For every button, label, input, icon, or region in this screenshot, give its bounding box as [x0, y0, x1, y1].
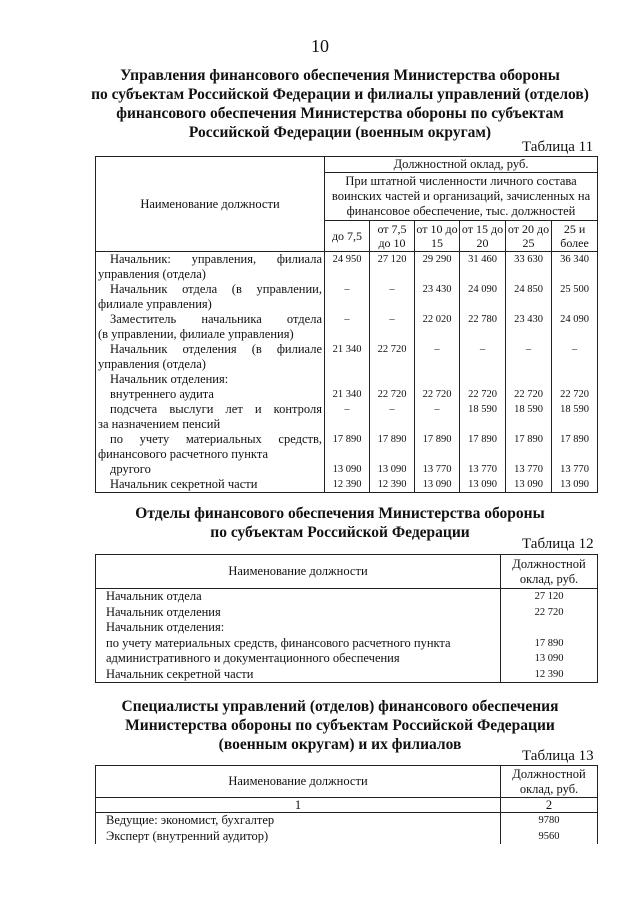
- position-names: [96, 252, 325, 493]
- position-name: Начальник отделения (в филиале: [110, 342, 322, 356]
- position-name: административного и документационного обеспечения: [106, 651, 400, 665]
- column-header: 25 и более: [552, 221, 598, 252]
- header-line: Должностной: [512, 766, 586, 781]
- cell-value: 21 340: [332, 389, 362, 400]
- position-name: по учету материальных средств,: [110, 432, 322, 446]
- position-name: за назначением пенсий: [98, 417, 221, 431]
- cell-value: 22 720: [468, 389, 497, 400]
- cell-value: 22 020: [422, 314, 452, 325]
- position-names: [96, 813, 501, 845]
- cell-value: 13 090: [332, 464, 362, 475]
- title-line: по субъектам Российской Федерации и филиалы управлений (отделов): [91, 86, 589, 103]
- cell-value: 13 770: [560, 464, 589, 475]
- cell-value: 17 890: [332, 434, 362, 445]
- cell-value: –: [389, 404, 395, 415]
- cell-value: 12 390: [377, 479, 407, 490]
- salary-value: 9560: [538, 830, 560, 842]
- cell-value: 17 890: [377, 434, 407, 445]
- table-11: [95, 156, 598, 493]
- cell-value: –: [479, 344, 486, 355]
- section1-title: [90, 66, 590, 142]
- cell-value: 17 890: [422, 434, 452, 445]
- title-line: Российской Федерации (военным округам): [188, 124, 492, 141]
- cell-value: 18 590: [514, 404, 543, 415]
- name-column-header: Наименование должности: [96, 766, 501, 798]
- values-column: [460, 252, 506, 493]
- cell-value: –: [344, 314, 350, 325]
- table11-caption: Таблица 11: [522, 139, 594, 155]
- cell-value: 18 590: [468, 404, 497, 415]
- cell-value: –: [525, 344, 532, 355]
- title-line: Управления финансового обеспечения Министерства обороны: [120, 67, 560, 84]
- position-name: Эксперт (внутренний аудитор): [106, 828, 269, 843]
- page-number: 10: [311, 36, 329, 56]
- salary-value: 27 120: [534, 591, 564, 602]
- cell-value: –: [434, 344, 440, 355]
- cell-value: 23 430: [422, 284, 452, 295]
- position-name: Начальник отделения:: [106, 620, 225, 634]
- salary-column-header: [501, 555, 598, 589]
- position-name: Начальник: управления, филиала: [110, 252, 322, 266]
- position-name: управления (отдела): [98, 357, 206, 371]
- title-line: Специалисты управлений (отделов) финансового обеспечения: [121, 698, 559, 715]
- position-name: по учету материальных средств, финансового расчетного пункта: [106, 635, 451, 650]
- column-header: от 10 до 15: [416, 222, 458, 250]
- table13-caption: Таблица 13: [522, 748, 594, 764]
- values-column: [552, 252, 598, 493]
- table-body: [96, 252, 598, 493]
- salary-value: 17 890: [534, 637, 564, 649]
- cell-value: 17 890: [560, 434, 589, 445]
- title-line: Министерства обороны по субъектам Российской Федерации: [125, 717, 555, 734]
- cell-value: 31 460: [468, 254, 497, 265]
- position-name: Начальник секретной части: [106, 666, 254, 681]
- salary-header: Должностной оклад, руб.: [325, 157, 598, 173]
- column-header: от 15 до 20: [460, 221, 506, 252]
- table-13: [95, 765, 598, 844]
- cell-value: 22 720: [560, 389, 589, 400]
- cell-value: 23 430: [514, 314, 543, 325]
- header-line: Должностной: [512, 556, 586, 571]
- cell-value: 21 340: [332, 344, 362, 355]
- cell-value: 33 630: [514, 254, 543, 265]
- position-name: подсчета выслуги лет и контроля: [110, 402, 322, 416]
- position-name: финансового расчетного пункта: [98, 447, 268, 461]
- cell-value: 22 720: [422, 389, 452, 400]
- cell-value: –: [389, 314, 395, 325]
- cell-value: 12 390: [332, 479, 362, 490]
- staff-group-header: При штатной численности личного состава воинских частей и организаций, зачисленных на финансовое обеспечение, тыс. должностей: [325, 173, 598, 221]
- values-column: [370, 252, 415, 493]
- salary-value: 12 390: [534, 668, 564, 680]
- title-line: финансового обеспечения Министерства обороны по субъектам: [116, 105, 564, 122]
- cell-value: 22 780: [468, 314, 497, 325]
- cell-value: –: [571, 344, 578, 355]
- cell-value: –: [389, 284, 395, 295]
- table-12: [95, 554, 598, 683]
- values-column: [506, 252, 552, 493]
- column-number: 1: [96, 798, 501, 813]
- column-header: от 20 до 25: [506, 221, 552, 252]
- salary-values: [501, 589, 598, 683]
- table12-caption: Таблица 12: [522, 536, 594, 552]
- cell-value: 13 090: [468, 479, 497, 490]
- position-name: внутреннего аудита: [110, 387, 214, 401]
- position-names: [96, 589, 501, 683]
- cell-value: 17 890: [468, 434, 497, 445]
- cell-value: 24 950: [332, 254, 362, 265]
- column-header: до 7,5: [325, 221, 370, 252]
- values-column: [325, 252, 370, 493]
- cell-value: –: [344, 404, 350, 415]
- cell-value: 13 770: [514, 464, 543, 475]
- position-name: Заместитель начальника отдела: [110, 312, 322, 326]
- cell-value: –: [344, 284, 350, 295]
- cell-value: 22 720: [377, 344, 407, 355]
- cell-value: 18 590: [560, 404, 589, 415]
- header-line: оклад, руб.: [519, 781, 579, 796]
- cell-value: 13 770: [468, 464, 497, 475]
- title-line: по субъектам Российской Федерации: [210, 524, 470, 541]
- cell-value: 24 850: [514, 284, 543, 295]
- position-name: Начальник отдела: [106, 589, 202, 603]
- header-line: оклад, руб.: [519, 571, 579, 586]
- title-line: (военным округам) и их филиалов: [218, 736, 462, 753]
- position-name: филиале управления): [98, 297, 212, 311]
- cell-value: 24 090: [468, 284, 497, 295]
- cell-value: 27 120: [377, 254, 407, 265]
- cell-value: 36 340: [560, 254, 589, 265]
- column-header: от 7,5 до 10: [370, 221, 415, 252]
- cell-value: 13 090: [560, 479, 589, 490]
- salary-value: [501, 620, 597, 636]
- cell-value: 25 500: [560, 284, 589, 295]
- cell-value: 29 290: [422, 254, 452, 265]
- salary-column-header: [501, 766, 598, 798]
- cell-value: 13 090: [377, 464, 407, 475]
- position-name: управления (отдела): [98, 267, 206, 281]
- section2-title: [90, 504, 590, 542]
- position-name: Начальник отдела (в управлении,: [110, 282, 322, 296]
- cell-value: 22 720: [377, 389, 407, 400]
- position-name: Начальник секретной части: [110, 477, 258, 491]
- position-name: Начальник отделения:: [110, 372, 229, 386]
- salary-value: 22 720: [534, 606, 564, 618]
- cell-value: 17 890: [514, 434, 543, 445]
- position-name: (в управлении, филиале управления): [98, 327, 294, 341]
- salary-values: [501, 813, 598, 845]
- position-name: Ведущие: экономист, бухгалтер: [106, 813, 275, 827]
- position-name: другого: [110, 462, 151, 476]
- values-column: [415, 252, 460, 493]
- section3-title: [90, 697, 590, 754]
- salary-value: 13 090: [534, 653, 564, 664]
- cell-value: –: [434, 404, 440, 415]
- column-number: 2: [501, 798, 598, 813]
- cell-value: 13 090: [422, 479, 452, 490]
- name-column-header: Наименование должности: [96, 555, 501, 589]
- cell-value: 24 090: [560, 314, 589, 325]
- cell-value: 13 090: [514, 479, 543, 490]
- cell-value: 13 770: [422, 464, 452, 475]
- position-name: Начальник отделения: [106, 604, 221, 619]
- salary-value: 9780: [538, 815, 560, 826]
- name-column-header: Наименование должности: [96, 157, 325, 252]
- cell-value: 22 720: [514, 389, 543, 400]
- title-line: Отделы финансового обеспечения Министерства обороны: [135, 505, 545, 522]
